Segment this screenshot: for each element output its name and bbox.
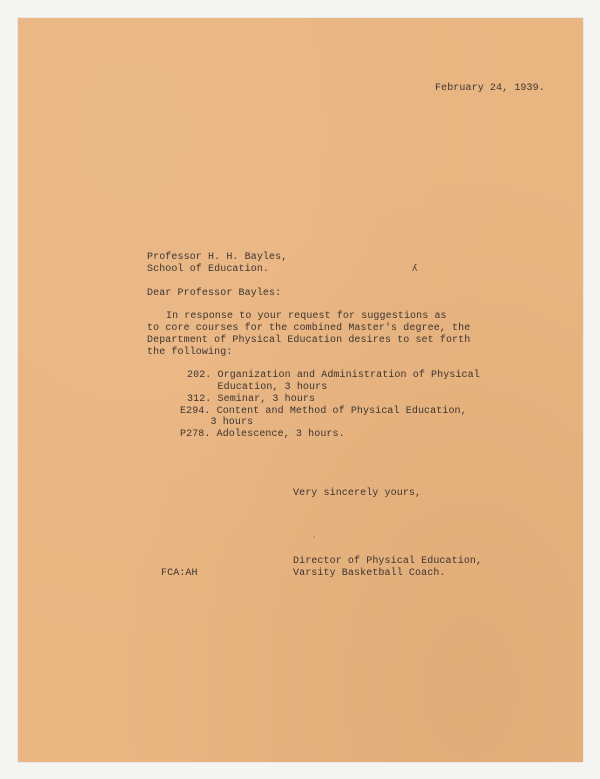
course-item: P278. Adolescence, 3 hours. <box>180 429 345 440</box>
course-item: E294. Content and Method of Physical Education, <box>180 406 467 417</box>
closing: Very sincerely yours, <box>293 488 422 499</box>
body-line: the following: <box>147 347 233 358</box>
body-line: to core courses for the combined Master's degree, the <box>147 323 471 334</box>
stray-mark: ʎ <box>412 264 418 274</box>
recipient-name: Professor H. H. Bayles, <box>147 252 288 263</box>
course-item: 202. Organization and Administration of Physical <box>187 370 480 381</box>
course-item: Education, 3 hours <box>187 382 328 393</box>
signature-title: Director of Physical Education, <box>293 556 483 567</box>
signature-title: Varsity Basketball Coach. <box>293 568 446 579</box>
course-item: 312. Seminar, 3 hours <box>187 394 316 405</box>
salutation: Dear Professor Bayles: <box>147 288 282 299</box>
body-line: Department of Physical Education desires to set forth <box>147 335 471 346</box>
body-line: In response to your request for suggestions as <box>166 311 447 322</box>
letter-page <box>18 18 583 762</box>
ink-dot: · <box>313 533 316 542</box>
reference-initials: FCA:AH <box>161 568 198 579</box>
letter-date: February 24, 1939. <box>435 83 545 94</box>
recipient-department: School of Education. <box>147 264 270 275</box>
course-item: 3 hours <box>180 417 254 428</box>
